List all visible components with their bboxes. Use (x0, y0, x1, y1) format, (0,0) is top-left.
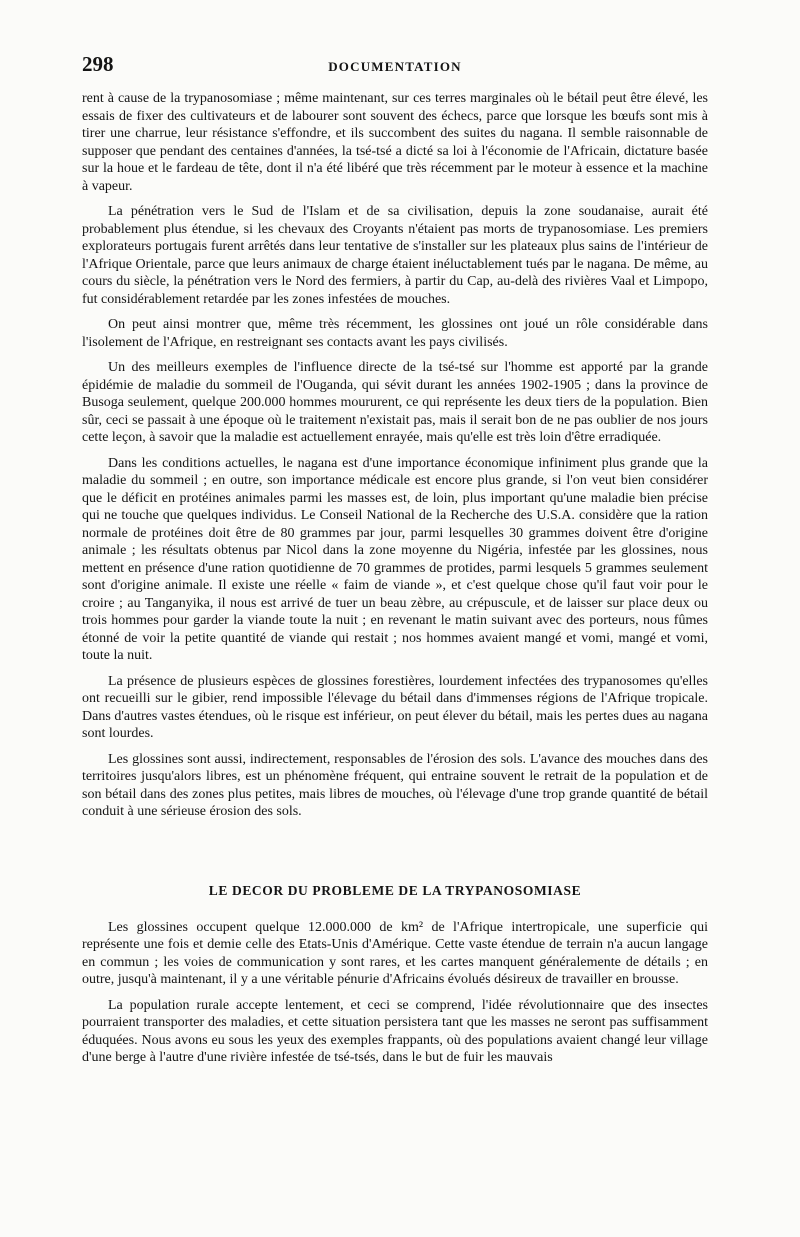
running-head: DOCUMENTATION (328, 59, 462, 74)
page-body (82, 90, 708, 1075)
body-paragraph: La pénétration vers le Sud de l'Islam et de sa civilisation, depuis la zone soudanaise, aurait été probablement plus étendue, si les chevaux des Croyants n'étaient pas morts de trypanosomiase. Les premiers explorateurs portugais furent arrêtés dans leur tentative de s'installer sur les plateaux plus sains de l'intérieur de l'Afrique Orientale, parce que leurs animaux de charge étaient inéluctablement tués par le nagana. De même, au cours du siècle, la pénétration vers le Nord des fermiers, à partir du Cap, au-delà des rivières Vaal et Limpopo, fut considérablement retardée par les zones infestées de mouches. (82, 204, 708, 307)
body-paragraph: On peut ainsi montrer que, même très récemment, les glossines ont joué un rôle considérable dans l'isolement de l'Afrique, en restreignant ses contacts avant les pays civilisés. (82, 317, 708, 350)
section-heading: LE DECOR DU PROBLEME DE LA TRYPANOSOMIASE (208, 882, 582, 898)
section-paragraph: La population rurale accepte lentement, et ceci se comprend, l'idée révolutionnaire que des insectes pourraient transporter des maladies, et cette situation persistera tant que les masses ne seront pas suffisamment éduquées. Nous avons eu sous les yeux des exemples frappants, où des populations avaient changé leur village d'une berge à l'autre d'une rivière infestée de tsé-tsés, dans le but de fuir les mauvais (82, 997, 708, 1065)
body-paragraph: Dans les conditions actuelles, le nagana est d'une importance économique infiniment plus grande que la maladie du sommeil ; en outre, son importance médicale est encore plus grande, si l'on veut bien considérer que le déficit en protéines animales parmi les masses est, de loin, plus important qu'une maladie bien précise qui ne touche que quelques individus. Le Conseil National de la Recherche des U.S.A. considère que la ration normale de protéines doit être de 80 grammes par jour, parmi lesquelles 30 grammes doivent être d'origine animale ; les résultats obtenus par Nicol dans la zone moyenne du Nigéria, infestée par les glossines, nous mettent en présence d'une ration quotidienne de 70 grammes de protides, parmi lesquels 5 grammes seulement sont d'origine animale. Il existe une réelle « faim de viande », et c'est quelque chose qu'il faut voir pour le croire ; au Tanganyika, il nous est arrivé de tuer un beau zèbre, au crépuscule, et de laisser sur place deux ou trois hommes pour garder la viande toute la nuit ; en revenant le matin suivant avec des porteurs, nous fûmes étonné de voir la petite quantité de viande qui restait ; nos hommes avaient mangé et vomi, mangé et vomi, toute la nuit. (82, 455, 708, 663)
body-paragraph: La présence de plusieurs espèces de glossines forestières, lourdement infectées des trypanosomes qu'elles ont recueilli sur le gibier, rend impossible l'élevage du bétail dans d'immenses régions de l'Afrique tropicale. Dans d'autres vastes étendues, où le risque est inférieur, on peut élever du bétail, mais les pertes dues au nagana sont lourdes. (82, 673, 708, 741)
section-paragraph: Les glossines occupent quelque 12.000.000 de km² de l'Afrique intertropicale, une superficie qui représente une fois et demie celle des Etats-Unis d'Amérique. Cette vaste étendue de terrain n'a aucun langage en commun ; les voies de communication y sont rares, et les cartes manquent généralemente de détails ; en outre, jusqu'à maintenant, il y a une véritable pénurie d'Africains évolués désireux de travailler en brousse. (82, 919, 708, 987)
body-paragraph: rent à cause de la trypanosomiase ; même maintenant, sur ces terres marginales où le bétail peut être élevé, les essais de fixer des cultivateurs et de labourer sont souvent des échecs, parce que lorsque les bœufs sont mis à tirer une charrue, leur résistance s'effondre, et ils succombent des suites du nagana. Il semble raisonnable de supposer que pendant des centaines d'années, la tsé-tsé a dicté sa loi à l'économie de l'Africain, dictature basée sur la houe et le fardeau de tête, dont il n'a été libéré que très récemment par le moteur à essence et la machine à vapeur. (82, 91, 708, 194)
page-header (82, 52, 708, 76)
body-paragraph: Un des meilleurs exemples de l'influence directe de la tsé-tsé sur l'homme est apporté par la grande épidémie de maladie du sommeil de l'Ouganda, qui sévit durant les années 1902-1905 ; dans la province de Busoga seulement, quelque 200.000 hommes moururent, ce qui représente les deux tiers de la population. Bien sûr, ceci se passait à une époque où le traitement n'existait pas, mais il serait bon de ne pas oublier de nos jours cette leçon, à savoir que la maladie est actuellement enrayée, mais qu'elle est très loin d'être erradiquée. (82, 360, 708, 445)
body-paragraph: Les glossines sont aussi, indirectement, responsables de l'érosion des sols. L'avance des mouches dans des territoires jusqu'alors libres, est un phénomène fréquent, qui entraine souvent le retrait de la population et de son bétail dans des zones plus petites, mais libres de mouches, où l'élevage d'une trop grande quantité de bétail conduit à une sérieuse érosion des sols. (82, 751, 708, 819)
page-number: 298 (82, 52, 114, 76)
